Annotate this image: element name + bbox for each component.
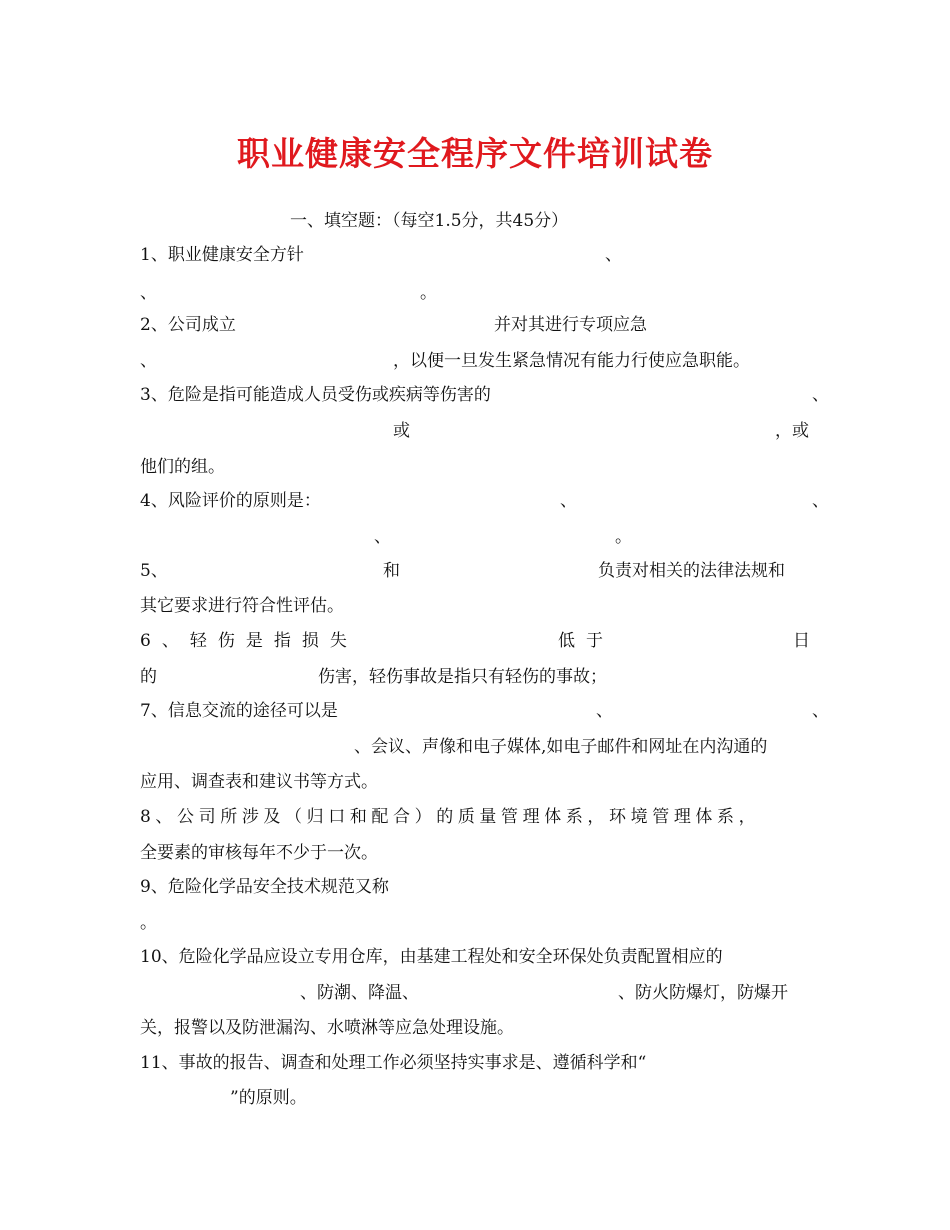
question-5-text: 其它要求进行符合性评估。: [140, 596, 344, 616]
question-8-text: 8、公司所涉及（归口和配合）的质量管理体系，环境管理体系，: [140, 807, 761, 827]
question-7-text: 应用、调查表和建议书等方式。: [140, 772, 378, 792]
question-5-text: 5、: [140, 561, 168, 581]
question-1-text: 1、职业健康安全方针: [140, 245, 304, 265]
question-1-end: 。: [420, 283, 437, 303]
question-10-text: 关，报警以及防泄漏沟、水喷淋等应急处理设施。: [140, 1018, 514, 1038]
question-4-separator: 、: [374, 527, 391, 547]
question-4-separator: 、: [560, 491, 577, 511]
question-7-separator: 、: [596, 701, 613, 721]
question-9-end: 。: [140, 913, 157, 933]
question-3-text: ，或: [775, 421, 809, 441]
question-11-text: ”的原则。: [230, 1088, 307, 1108]
question-7-text: 7、信息交流的途径可以是: [140, 701, 338, 721]
question-10-text: 、防潮、降温、: [300, 983, 419, 1003]
question-7-separator: 、: [812, 701, 829, 721]
question-10-text: 10、危险化学品应设立专用仓库，由基建工程处和安全环保处负责配置相应的: [140, 947, 723, 967]
question-1-separator: 、: [140, 283, 157, 303]
question-2-text: ，以便一旦发生紧急情况有能力行使应急职能。: [393, 351, 750, 371]
question-1-separator: 、: [605, 245, 622, 265]
question-7-text: 、会议、声像和电子媒体,如电子邮件和网址在内沟通的: [354, 737, 768, 757]
question-4-text: 4、风险评价的原则是：: [140, 491, 321, 511]
question-6-text: 的: [140, 667, 157, 687]
question-3-separator: 、: [812, 385, 829, 405]
question-3-text: 3、危险是指可能造成人员受伤或疾病等伤害的: [140, 385, 491, 405]
question-2-separator: 、: [140, 351, 157, 371]
question-4-separator: 、: [812, 491, 829, 511]
question-6-text: 6、轻伤是指损失: [140, 631, 358, 651]
question-11-text: 11、事故的报告、调查和处理工作必须坚持实事求是、遵循科学和“: [140, 1053, 647, 1073]
question-6-text: 低于: [558, 631, 614, 651]
question-9-text: 9、危险化学品安全技术规范又称: [140, 877, 389, 897]
question-4-end: 。: [615, 527, 632, 547]
page-title: 职业健康安全程序文件培训试卷: [237, 134, 713, 173]
section-heading: 一、填空题：（每空1.5分，共45分）: [290, 211, 569, 231]
question-5-text: 和: [383, 561, 400, 581]
question-10-text: 、防火防爆灯，防爆开: [618, 983, 788, 1003]
question-3-text: 他们的组。: [140, 457, 225, 477]
question-3-text: 或: [393, 421, 410, 441]
question-6-text: 日: [793, 631, 810, 651]
question-2-text: 并对其进行专项应急: [494, 315, 647, 335]
question-6-text: 伤害，轻伤事故是指只有轻伤的事故；: [318, 667, 607, 687]
question-5-text: 负责对相关的法律法规和: [598, 561, 785, 581]
question-2-text: 2、公司成立: [140, 315, 236, 335]
question-8-text: 全要素的审核每年不少于一次。: [140, 843, 378, 863]
